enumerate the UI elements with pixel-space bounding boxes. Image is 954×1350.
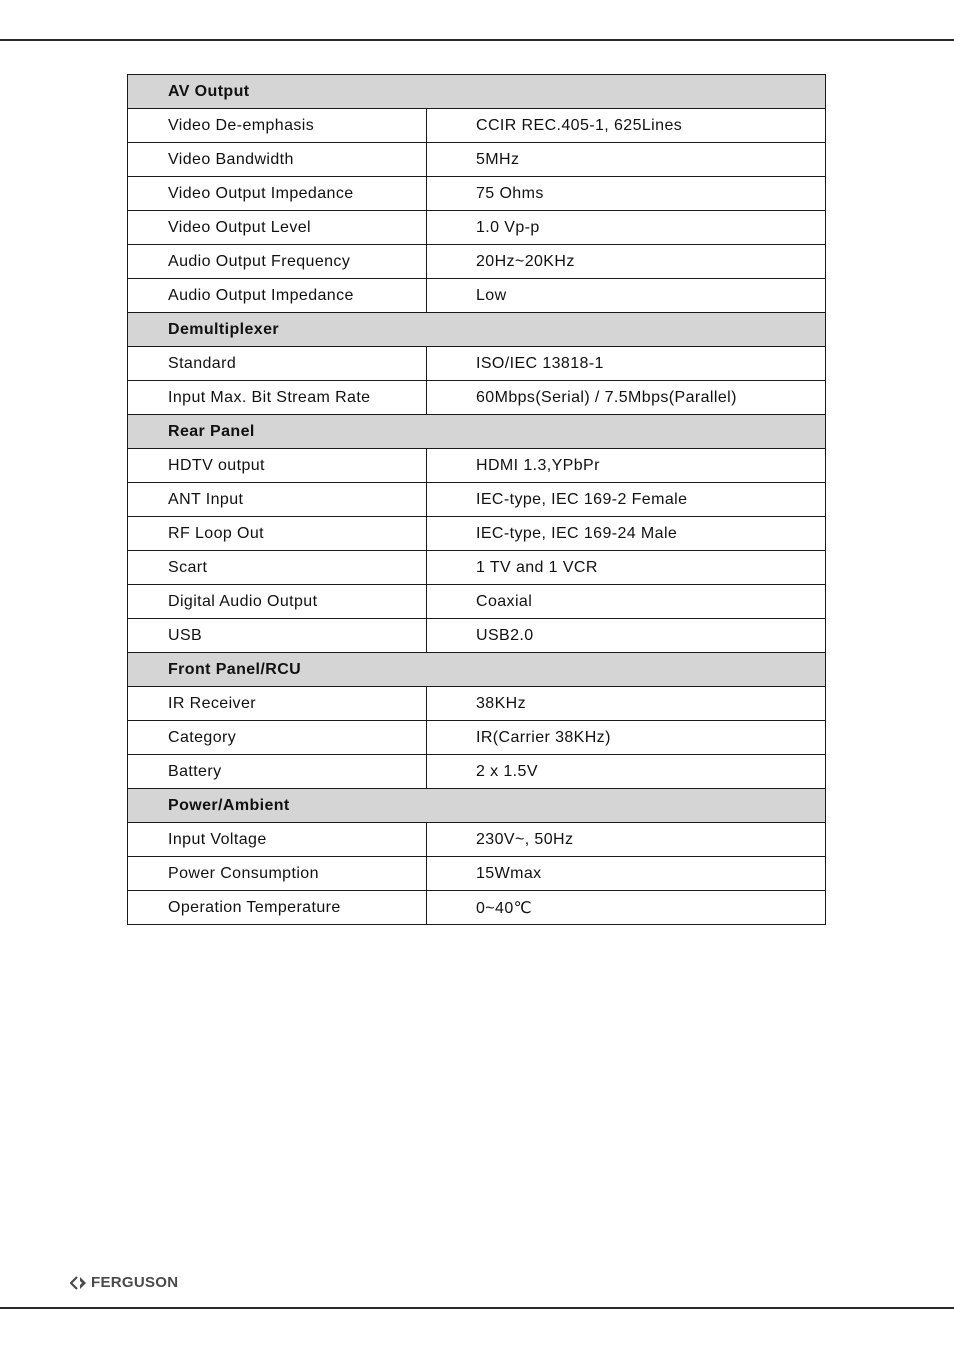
table-row: [128, 551, 826, 585]
spec-label: Input Voltage: [128, 823, 427, 857]
spec-value: IEC-type, IEC 169-24 Male: [427, 517, 826, 551]
spec-label: USB: [128, 619, 427, 653]
spec-value: 0~40℃: [427, 891, 826, 925]
table-row: [128, 823, 826, 857]
spec-value: CCIR REC.405-1, 625Lines: [427, 109, 826, 143]
table-row: [128, 177, 826, 211]
top-rule: [0, 39, 954, 41]
spec-label: Power Consumption: [128, 857, 427, 891]
spec-label: Video Output Level: [128, 211, 427, 245]
spec-value: ISO/IEC 13818-1: [427, 347, 826, 381]
footer-logo: [70, 1274, 178, 1291]
spec-label: Scart: [128, 551, 427, 585]
spec-label: IR Receiver: [128, 687, 427, 721]
table-row: [128, 109, 826, 143]
spec-label: Audio Output Frequency: [128, 245, 427, 279]
section-header-row: [128, 75, 826, 109]
section-title: Rear Panel: [128, 415, 826, 449]
table-row: [128, 347, 826, 381]
spec-label: Video Bandwidth: [128, 143, 427, 177]
table-row: [128, 211, 826, 245]
spec-value: Coaxial: [427, 585, 826, 619]
table-row: [128, 279, 826, 313]
table-row: [128, 857, 826, 891]
table-row: [128, 687, 826, 721]
table-row: [128, 585, 826, 619]
spec-value: USB2.0: [427, 619, 826, 653]
section-header-row: [128, 789, 826, 823]
spec-value: 15Wmax: [427, 857, 826, 891]
spec-value: IEC-type, IEC 169-2 Female: [427, 483, 826, 517]
spec-label: Digital Audio Output: [128, 585, 427, 619]
spec-label: Video De-emphasis: [128, 109, 427, 143]
spec-value: 60Mbps(Serial) / 7.5Mbps(Parallel): [427, 381, 826, 415]
spec-table-body: [128, 75, 826, 925]
spec-value: IR(Carrier 38KHz): [427, 721, 826, 755]
spec-value: 5MHz: [427, 143, 826, 177]
spec-value: Low: [427, 279, 826, 313]
spec-value: 230V~, 50Hz: [427, 823, 826, 857]
footer-brand-text: FERGUSON: [91, 1274, 179, 1291]
section-title: Front Panel/RCU: [128, 653, 826, 687]
table-row: [128, 755, 826, 789]
table-row: [128, 891, 826, 925]
spec-label: Operation Temperature: [128, 891, 427, 925]
table-row: [128, 721, 826, 755]
section-header-row: [128, 653, 826, 687]
ferguson-diamond-logo-icon: [70, 1276, 88, 1290]
spec-label: Audio Output Impedance: [128, 279, 427, 313]
table-row: [128, 381, 826, 415]
table-row: [128, 483, 826, 517]
spec-label: Category: [128, 721, 427, 755]
section-header-row: [128, 415, 826, 449]
spec-label: Standard: [128, 347, 427, 381]
spec-table: [127, 74, 826, 925]
spec-label: Input Max. Bit Stream Rate: [128, 381, 427, 415]
spec-value: 1 TV and 1 VCR: [427, 551, 826, 585]
section-title: Demultiplexer: [128, 313, 826, 347]
table-row: [128, 245, 826, 279]
table-row: [128, 449, 826, 483]
spec-value: 20Hz~20KHz: [427, 245, 826, 279]
spec-label: Video Output Impedance: [128, 177, 427, 211]
table-row: [128, 143, 826, 177]
table-row: [128, 517, 826, 551]
section-header-row: [128, 313, 826, 347]
spec-value: 38KHz: [427, 687, 826, 721]
table-row: [128, 619, 826, 653]
spec-value: 75 Ohms: [427, 177, 826, 211]
spec-value: HDMI 1.3,YPbPr: [427, 449, 826, 483]
section-title: AV Output: [128, 75, 826, 109]
spec-label: Battery: [128, 755, 427, 789]
spec-label: RF Loop Out: [128, 517, 427, 551]
bottom-rule: [0, 1307, 954, 1309]
section-title: Power/Ambient: [128, 789, 826, 823]
spec-value: 1.0 Vp-p: [427, 211, 826, 245]
spec-label: ANT Input: [128, 483, 427, 517]
spec-value: 2 x 1.5V: [427, 755, 826, 789]
spec-label: HDTV output: [128, 449, 427, 483]
